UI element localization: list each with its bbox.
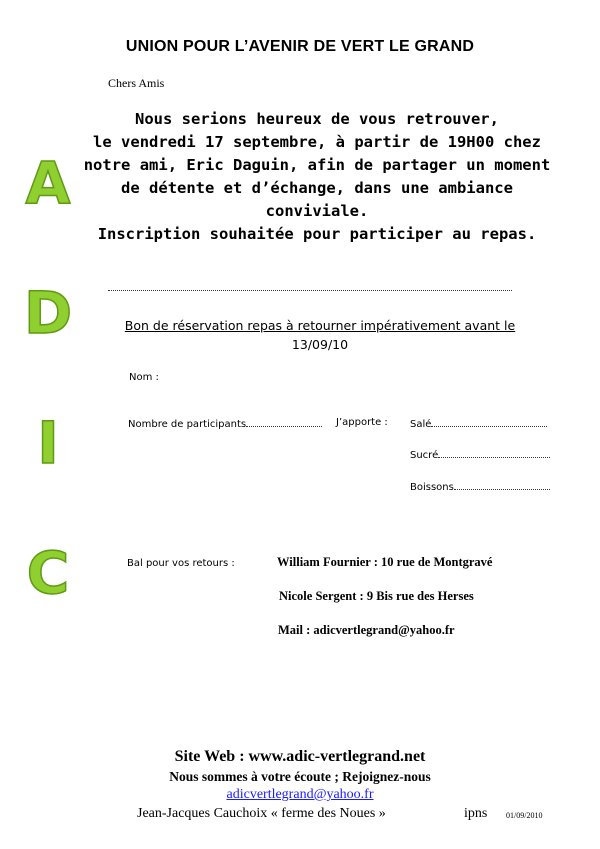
invitation-text [74, 108, 560, 246]
invitation-line: de détente et d’échange, dans une ambiance [121, 179, 513, 197]
sale-label: Salé [410, 419, 432, 430]
booking-deadline: 13/09/10 [291, 337, 349, 352]
participants-row [128, 417, 322, 430]
footer-email-row [0, 787, 600, 803]
contact-mail: Mail : adicvertlegrand@yahoo.fr [278, 623, 455, 637]
booking-heading-line: Bon de réservation repas à retourner impérativement avant le [124, 318, 516, 333]
participants-label: Nombre de participants [128, 419, 247, 430]
sale-field[interactable] [431, 417, 547, 427]
sale-row [410, 417, 547, 430]
footer-ipns: ipns [464, 806, 488, 821]
return-label: Bal pour vos retours : [127, 558, 235, 569]
boissons-field[interactable] [454, 480, 550, 490]
logo-letter-i: I [37, 409, 59, 477]
invitation-line: notre ami, Eric Daguin, afin de partager un moment [83, 156, 551, 174]
logo-letter-d: D [24, 279, 73, 347]
bring-label: J’apporte : [336, 417, 388, 428]
contact-nicole: Nicole Sergent : 9 Bis rue des Herses [279, 589, 474, 603]
separator-dotted [108, 290, 512, 291]
invitation-line: conviviale. [265, 202, 369, 220]
boissons-label: Boissons [410, 482, 454, 493]
page-title: UNION POUR L’AVENIR DE VERT LE GRAND [125, 38, 475, 55]
booking-heading [108, 316, 532, 354]
invitation-line: Nous serions heureux de vous retrouver, [135, 110, 499, 128]
greeting: Chers Amis [108, 76, 165, 90]
boissons-row [410, 480, 550, 493]
sucre-field[interactable] [438, 448, 550, 458]
footer-site: Site Web : www.adic-vertlegrand.net [174, 748, 426, 765]
contact-william: William Fournier : 10 rue de Montgravé [277, 555, 493, 569]
footer-address: Jean-Jacques Cauchoix « ferme des Noues » [137, 806, 386, 821]
invitation-line: le vendredi 17 septembre, à partir de 19H00 chez [93, 133, 541, 151]
sucre-row [410, 448, 550, 461]
invitation-line: Inscription souhaitée pour participer au repas. [97, 225, 537, 243]
logo-letter-c: C [26, 539, 70, 607]
footer-listen: Nous sommes à votre écoute ; Rejoignez-nous [169, 769, 431, 784]
footer-email-link[interactable]: adicvertlegrand@yahoo.fr [226, 787, 374, 802]
name-label: Nom : [129, 372, 159, 383]
logo-letter-a: A [25, 149, 71, 217]
sucre-label: Sucré [410, 450, 439, 461]
participants-field[interactable] [246, 417, 322, 427]
footer-date: 01/09/2010 [506, 811, 543, 820]
